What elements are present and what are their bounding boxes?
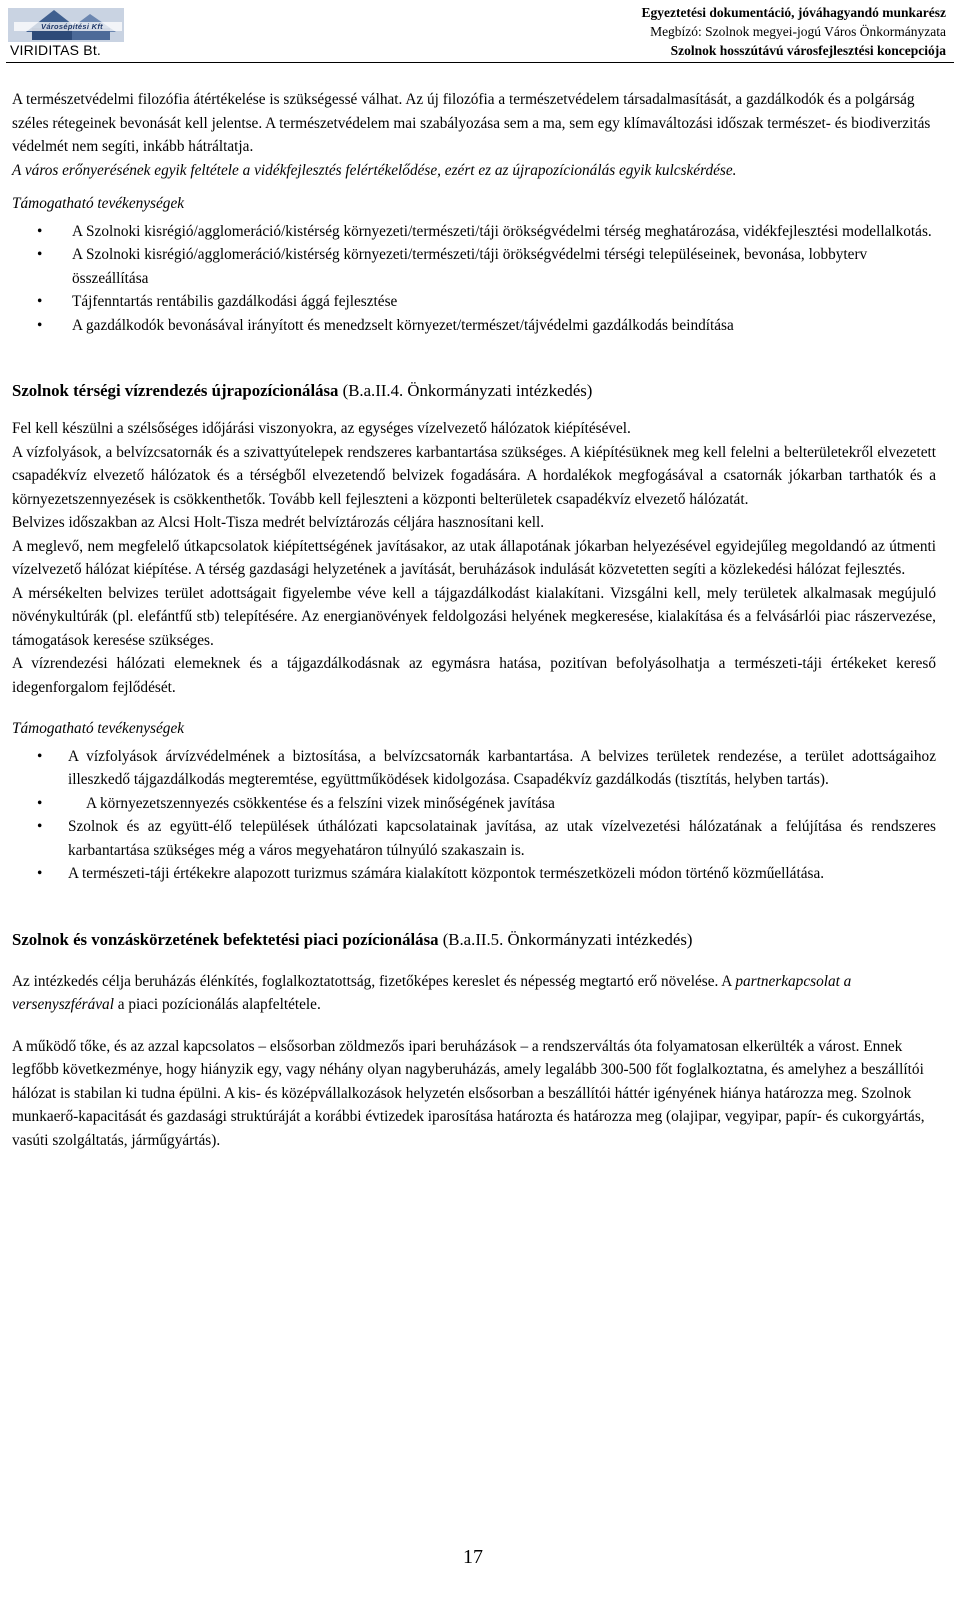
section-1-title: Szolnok térségi vízrendezés újrapozícionálása (B.a.II.4. Önkormányzati intézkedés) [12, 381, 593, 400]
page-content [12, 88, 936, 1152]
section-1-paragraph-main: A vízfolyások, a belvízcsatornák és a szivattyútelepek rendszeres karbantartása szükséges. A kiépítésüknek meg kell felelni a belterületekről elvezetett csapadékvíz elvezető hálózatok és a térségből elvezetendő belvizek fogadására. A hordalékok megfogásával a csatornák jókarban tarthatók és a környezetszennyezések is csökkenthetők. Tovább kell fejleszteni a központi belterületek csapadékvíz elvezető hálózatát. [12, 443, 936, 508]
section-1-activities-list [12, 745, 936, 886]
section-1-activities-title: Támogatható tevékenységek [12, 720, 185, 737]
header-line-1: Egyeztetési dokumentáció, jóváhagyandó munkarész [641, 5, 946, 20]
section-1-paragraph-tourism: A vízrendezési hálózati elemeknek és a tájgazdálkodásnak az egymásra hatása, pozitívan befolyásolhatja a természeti-táji értékeket kereső idegenforgalom fejlődését. [12, 655, 936, 696]
list-item: • Tájfenntartás rentábilis gazdálkodási ággá fejlesztése [12, 290, 936, 314]
company-name: VIRIDITAS Bt. [10, 42, 102, 58]
section-1-paragraph-agri: A mérsékelten belvizes terület adottságait figyelembe véve kell a tájgazdálkodást kialakítani. Vizsgálni kell, mely területek alkalmasak megújuló növénykultúrák (pl. elefántfű stb) telepítésére. Az energianövények feldolgozási helyének megkeresése, kialakítása és a felvásárlói piac rászervezése, támogatások keresése szükséges. [12, 584, 936, 649]
page-header [0, 0, 960, 62]
section-2-title: Szolnok és vonzáskörzetének befektetési piaci pozícionálása (B.a.II.5. Önkormányzati intézkedés) [12, 929, 693, 949]
intro-activities-list [12, 220, 936, 338]
list-item: • A környezetszennyezés csökkentése és a felszíni vizek minőségének javítása [12, 792, 936, 816]
list-item: • Szolnok és az együtt-élő települések úthálózati kapcsolatainak javítása, az utak vízelvezetési hálózatának a felújítása és rendszeres karbantartása szükséges még a város megyehatáron túlnyúló szakaszain is. [12, 815, 936, 862]
logo-badge-text: Városépítési Kft [41, 22, 103, 31]
intro-paragraph: A természetvédelmi filozófia átértékelése is szükségessé válhat. Az új filozófia a természetvédelem társadalmasítását, a gazdálkodók és a polgárság széles rétegeinek bevonását kell jelentse. A természetvédelem mai szabályozása sem a ma, sem egy klímaváltozási időszak természet- és biodiverzitás védelmét nem segíti, inkább hátráltatja. [12, 91, 931, 155]
header-document-info [642, 3, 947, 60]
section-2-paragraph-2: A működő tőke, és az azzal kapcsolatos – elsősorban zöldmezős ipari beruházások – a rendszerváltás óta folyamatosan elkerülték a várost. Ennek legfőbb következménye, hogy hiányzik egy, vagy néhány olyan nagyberuházás, amely legalább 300-500 főt foglalkoztatna, és amelyhez a beszállítói hálózat is stabilan ki tudna épülni. A kis- és középvállalkozások helyzetén elsősorban a beszállítói háttér igényének hiánya határozza meg. Szolnok munkaerő-kapacitását és gazdasági struktúráját a korábbi évtizedek iparosítása határozta és határozza meg (olajipar, vegyipar, papír- és cukorgyártás, vasúti szolgáltatás, járműgyártás). [12, 1037, 925, 1149]
list-item: • A vízfolyások árvízvédelmének a biztosítása, a belvízcsatornák karbantartása. A belvizes területek rendezése, a terület adottságaihoz illeszkedő tájgazdálkodás megteremtése, együttműködések kidolgozása. Csapadékvíz gazdálkodás (tisztítás, helyben tartás). [12, 745, 936, 792]
header-line-2: Megbízó: Szolnok megyei-jogú Város Önkormányzata [650, 24, 946, 39]
intro-italic-paragraph: A város erőnyerésének egyik feltétele a vidékfejlesztés felértékelődése, ezért ez az újrapozícionálás egyik kulcskérdése. [12, 161, 737, 179]
section-1-paragraph-roads: A meglevő, nem megfelelő útkapcsolatok kiépítettségének javításakor, az utak állapotának jókarban helyezésével egyidejűleg megoldandó az útmenti vízelvezető hálózat kiépítése. A térség gazdasági helyzetének a javítását, beruházások indulását közvetetten segíti a közlekedési hálózat fejlesztés. [12, 537, 936, 578]
list-item: • A gazdálkodók bevonásával irányított és menedzselt környezet/természet/tájvédelmi gazdálkodás beindítása [12, 314, 936, 338]
intro-activities-title: Támogatható tevékenységek [12, 195, 185, 212]
header-rule [6, 62, 954, 63]
list-item: • A Szolnoki kisrégió/agglomeráció/kistérség környezeti/természeti/táji örökségvédelmi térségi településeinek, bevonása, lobbyterv összeállítása [12, 243, 936, 290]
page-number: 17 [463, 1546, 483, 1568]
list-item: • A Szolnoki kisrégió/agglomeráció/kistérség környezeti/természeti/táji örökségvédelmi térség meghatározása, vidékfejlesztési modellalkotás. [12, 220, 936, 244]
company-logo [6, 2, 128, 58]
section-2-paragraph-1: Az intézkedés célja beruházás élénkítés, foglalkoztatottság, fizetőképes kereslet és népesség megtartó erő növelése. A partnerkapcsolat a versenyszférával a piaci pozícionálás alapfeltétele. [12, 972, 852, 1013]
list-item: • A természeti-táji értékekre alapozott turizmus számára kialakított központok természetközeli módon történő közműellátása. [12, 862, 936, 886]
header-line-3: Szolnok hosszútávú városfejlesztési koncepciója [670, 43, 946, 58]
section-1-paragraph-first: Fel kell készülni a szélsőséges időjárási viszonyokra, az egységes vízelvezető hálózatok kiépítésével. [12, 420, 631, 437]
section-1-paragraph-alcsi: Belvizes időszakban az Alcsi Holt-Tisza medrét belvíztározás céljára hasznosítani kell. [12, 514, 545, 531]
